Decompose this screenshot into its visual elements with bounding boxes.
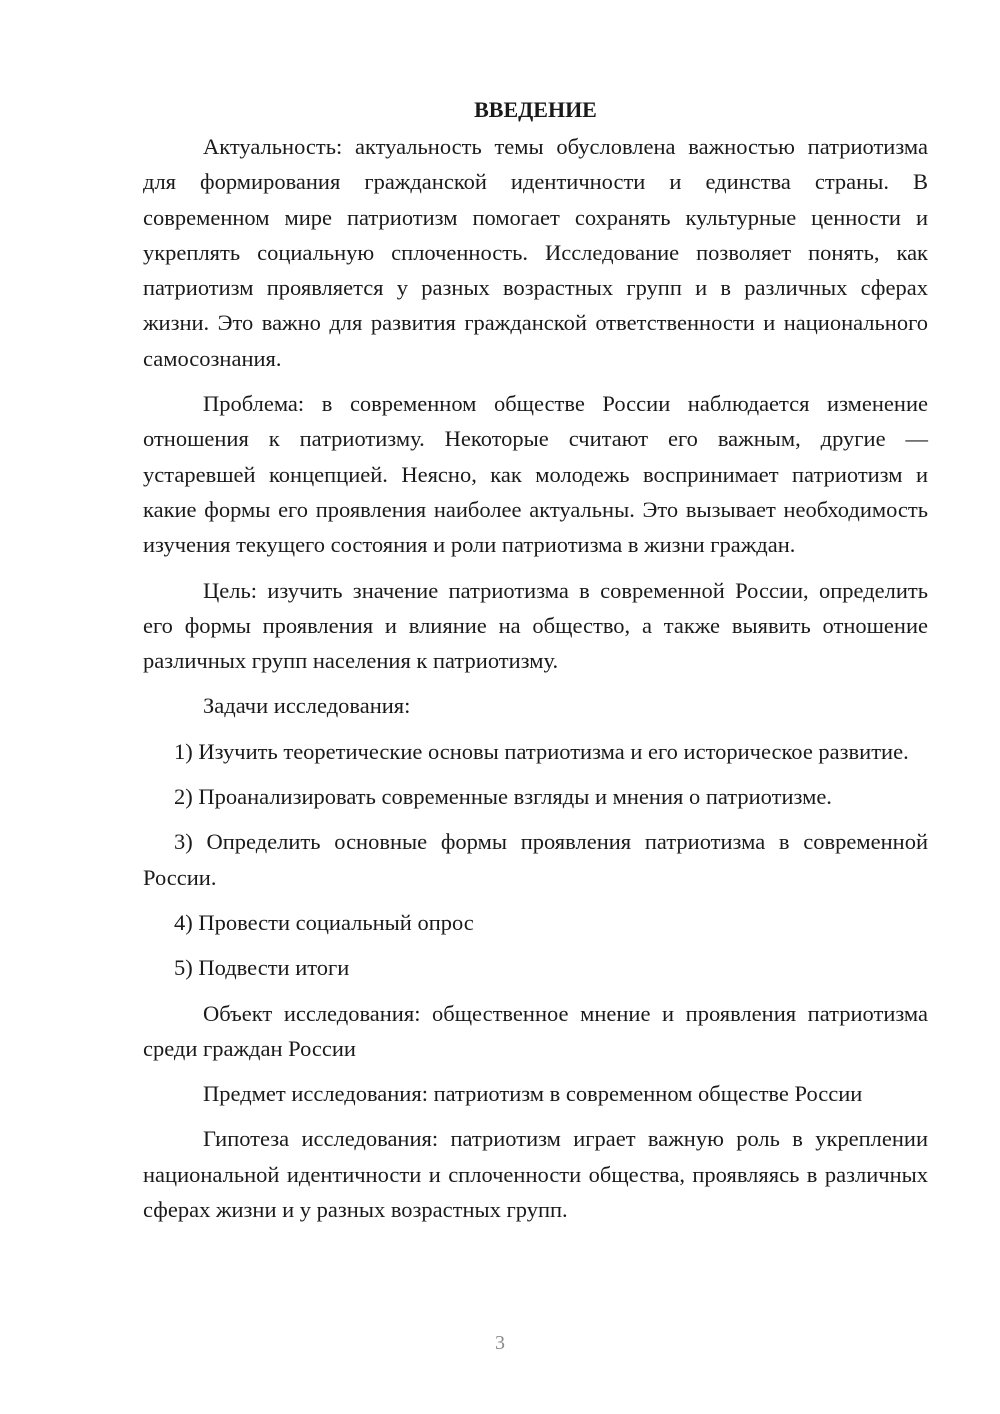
task-item-4: 4) Провести социальный опрос xyxy=(174,909,474,935)
page-number: 3 xyxy=(495,1332,505,1354)
task-item-5: 5) Подвести итоги xyxy=(174,955,350,981)
task-item-2: 2) Проанализировать современные взгляды и мнения о патриотизме. xyxy=(174,784,832,810)
hypothesis-paragraph: Гипотеза исследования: патриотизм играет важную роль в укреплении национальной идентичности и сплоченности общества, проявляясь в различных сферах жизни и у разных возрастных групп. xyxy=(143,1126,928,1223)
problem-paragraph: Проблема: в современном обществе России наблюдается изменение отношения к патриотизму. Некоторые считают его важным, другие — устаревшей концепцией. Неясно, как молодежь воспринимает патриотизм и какие формы его проявления наиболее актуальны. Это вызывает необходимость изучения текущего состояния и роли патриотизма в жизни граждан. xyxy=(143,391,928,558)
relevance-paragraph: Актуальность: актуальность темы обусловлена важностью патриотизма для формирования гражданской идентичности и единства страны. В современном мире патриотизм помогает сохранять культурные ценности и укреплять социальную сплоченность. Исследование позволяет понять, как патриотизм проявляется у разных возрастных групп и в различных сферах жизни. Это важно для развития гражданской ответственности и национального самосознания. xyxy=(143,134,928,371)
section-title: ВВЕДЕНИЕ xyxy=(474,97,597,122)
subject-paragraph: Предмет исследования: патриотизм в современном обществе России xyxy=(203,1081,863,1107)
document-page xyxy=(143,95,928,1227)
tasks-heading: Задачи исследования: xyxy=(203,693,411,719)
task-item-3: 3) Определить основные формы проявления патриотизма в современной России. xyxy=(143,829,928,890)
goal-paragraph: Цель: изучить значение патриотизма в современной России, определить его формы проявления и влияние на общество, а также выявить отношение различных групп населения к патриотизму. xyxy=(143,577,928,674)
task-item-1: 1) Изучить теоретические основы патриотизма и его историческое развитие. xyxy=(174,738,909,764)
object-paragraph: Объект исследования: общественное мнение и проявления патриотизма среди граждан России xyxy=(143,1000,928,1061)
